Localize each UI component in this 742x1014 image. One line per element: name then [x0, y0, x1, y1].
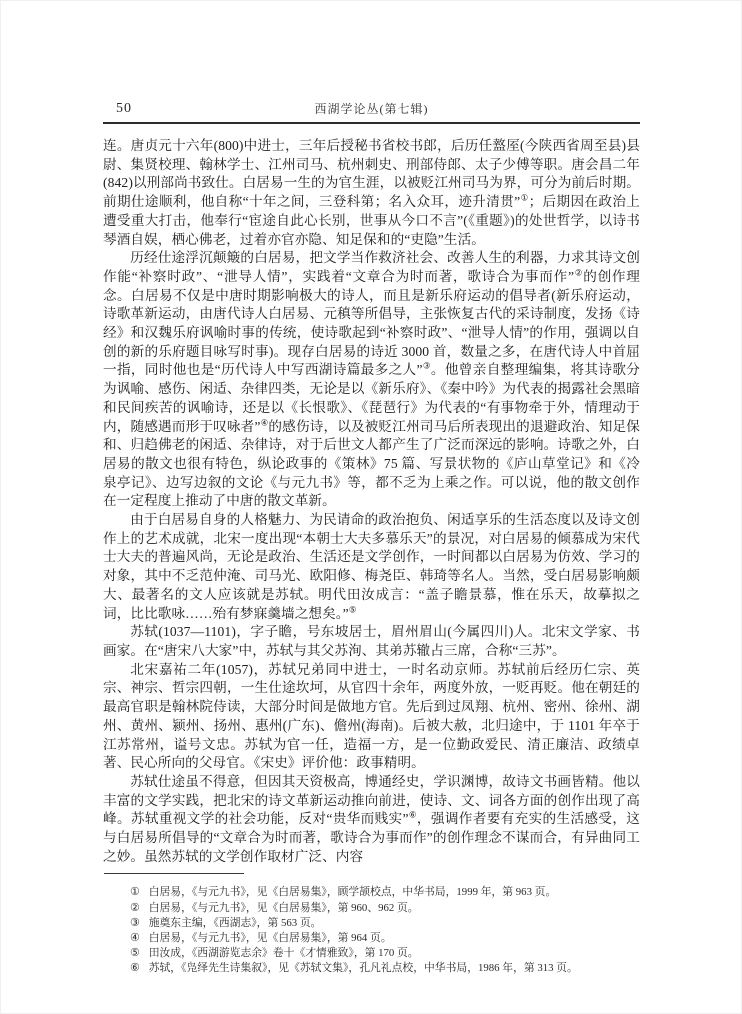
footnote-text: 白居易，《与元九书》，见《白居易集》，第 960、962 页。: [148, 901, 419, 914]
header-title: 西湖学论丛(第七辑): [314, 102, 429, 116]
footnote-marker: ⑤: [130, 947, 140, 960]
footnotes: [103, 885, 640, 976]
footnote-text: 白居易，《与元九书》，见《白居易集》，第 964 页。: [148, 932, 392, 945]
footnote-text: 苏轼，《凫绎先生诗集叙》，见《苏轼文集》，孔凡礼点校，中华书局，1986 年，第 313 页。: [148, 962, 578, 975]
paragraph-continuation: 连。唐贞元十六年(800)中进士，三年后授秘书省校书郎，后历任盩厔(今陕西省周至县)县尉、集贤校理、翰林学士、江州司马、杭州刺史、刑部侍郎、太子少傅等职。唐会昌二年(842)以刑部尚书致仕。白居易一生的为官生涯，以被贬江州司马为界，可分为前后时期。前期仕途顺利，他自称“十年之间，三登科第；名入众耳，迹升清贯”①；后期因在政治上遭受重大打击，他奉行“宦途自此心长别，世事从今口不言”(《重题》)的处世哲学，以诗书琴酒自娱，栖心佛老，过着亦官亦隐、知足保和的“吏隐”生活。: [103, 138, 640, 247]
footnote-marker: ①: [130, 886, 140, 899]
paragraph: 由于白居易自身的人格魅力、为民请命的政治抱负、闲适享乐的生活态度以及诗文创作上的艺术成就，北宋一度出现“本朝士大夫多慕乐天”的景况，对白居易的倾慕成为宋代士大夫的普遍风尚，无论是政治、生活还是文学创作，一时间都以白居易为仿效、学习的对象，其中不乏范仲淹、司马光、欧阳修、梅尧臣、韩琦等名人。当然，受白居易影响颇大、最著名的文人应该就是苏轼。明代田汝成言：“盖子瞻景慕，惟在乐天，故摹拟之词，比比歌咏……殆有梦寐羹墙之想矣。”⑤: [103, 512, 640, 621]
footnote-divider: [104, 873, 244, 874]
page-header: [103, 96, 640, 124]
footnote-reference: ①: [520, 192, 529, 203]
footnote-reference: ⑤: [348, 604, 357, 615]
footnote-item: [130, 946, 640, 961]
footnote-item: [130, 901, 640, 916]
footnote-text: 田汝成，《西湖游览志余》卷十《才情雅致》，第 170 页。: [148, 947, 419, 960]
page-number: 50: [116, 101, 132, 116]
footnote-marker: ②: [130, 901, 140, 914]
footnote-item: [130, 931, 640, 946]
footnote-item: [130, 885, 640, 900]
footnote-item: [130, 916, 640, 931]
paragraph: 北宋嘉祐二年(1057)，苏轼兄弟同中进士，一时名动京师。苏轼前后经历仁宗、英宗、神宗、哲宗四朝，一生仕途坎坷，从官四十余年，两度外放，一贬再贬。他在朝廷的最高官职是翰林院侍读，大部分时间是做地方官。先后到过凤翔、杭州、密州、徐州、湖州、黄州、颍州、扬州、惠州(广东)、儋州(海南)。后被大赦，北归途中，于 1101 年卒于江苏常州，谥号文忠。苏轼为官一任，造福一方，是一位勤政爱民、清正廉洁、政绩卓著、民心所向的父母官。《宋史》评价他：政事精明。: [103, 661, 640, 771]
footnote-marker: ⑥: [130, 962, 140, 975]
body-text: [103, 137, 640, 866]
footnote-item: [130, 961, 640, 976]
paragraph: 苏轼仕途虽不得意，但因其天资极高，博通经史，学识渊博，故诗文书画皆精。他以丰富的文学实践，把北宋的诗文革新运动推向前进，使诗、文、词各方面的创作出现了高峰。苏轼重视文学的社会功能，反对“贵华而贱实”⑥，强调作者要有充实的生活感受，这与白居易所倡导的“文章合为时而著，歌诗合为事而作”的创作理念不谋而合，有异曲同工之妙。虽然苏轼的文学创作取材广泛、内容: [103, 773, 640, 864]
footnote-text: 白居易，《与元九书》，见《白居易集》，顾学颉校点，中华书局，1999 年，第 963 页。: [148, 886, 557, 899]
footnote-reference: ⑥: [408, 809, 417, 820]
paragraph: 历经仕途浮沉颠簸的白居易，把文学当作救济社会、改善人生的利器，力求其诗文创作能“补察时政”、“泄导人情”，实践着“文章合为时而著，歌诗合为事而作”②的创作理念。白居易不仅是中唐时期影响极大的诗人，而且是新乐府运动的倡导者(新乐府运动，诗歌革新运动，由唐代诗人白居易、元稹等所倡导，主张恢复古代的采诗制度，发扬《诗经》和汉魏乐府讽喻时事的传统，使诗歌起到“补察时政”、“泄导人情”的作用，强调以自创的新的乐府题目咏写时事)。现存白居易的诗近 3000 首，数量之多，在唐代诗人中首屈一指，同时他也是“历代诗人中写西湖诗篇最多之人”③。他曾亲自整理编集，将其诗歌分为讽喻、感伤、闲适、杂律四类，无论是以《新乐府》、《秦中吟》为代表的揭露社会黑暗和民间疾苦的讽喻诗，还是以《长恨歌》、《琵琶行》为代表的“有事物牵于外，情理动于内，随感遇而形于叹咏者”④的感伤诗，以及被贬江州司马后所表现出的退避政治、知足保和、归趋佛老的闲适、杂律诗，对于后世文人都产生了广泛而深远的影响。诗歌之外，白居易的散文也很有特色，纵论政事的《策林》75 篇、写景状物的《庐山草堂记》和《冷泉亭记》、边写边叙的文论《与元九书》等，都不乏为上乘之作。可以说，他的散文创作在一定程度上推动了中唐的散文革新。: [103, 250, 640, 509]
footnote-reference: ④: [260, 417, 269, 428]
footnote-reference: ②: [574, 267, 584, 278]
footnote-text: 施奠东主编，《西湖志》，第 563 页。: [148, 916, 322, 929]
footnote-reference: ③: [422, 360, 431, 371]
footnote-marker: ③: [130, 916, 140, 929]
paragraph: 苏轼(1037—1101)，字子瞻，号东坡居士，眉州眉山(今属四川)人。北宋文学家、书画家。在“唐宋八大家”中，苏轼与其父苏洵、其弟苏辙占三席，合称“三苏”。: [103, 624, 640, 658]
footnote-marker: ④: [130, 932, 140, 945]
